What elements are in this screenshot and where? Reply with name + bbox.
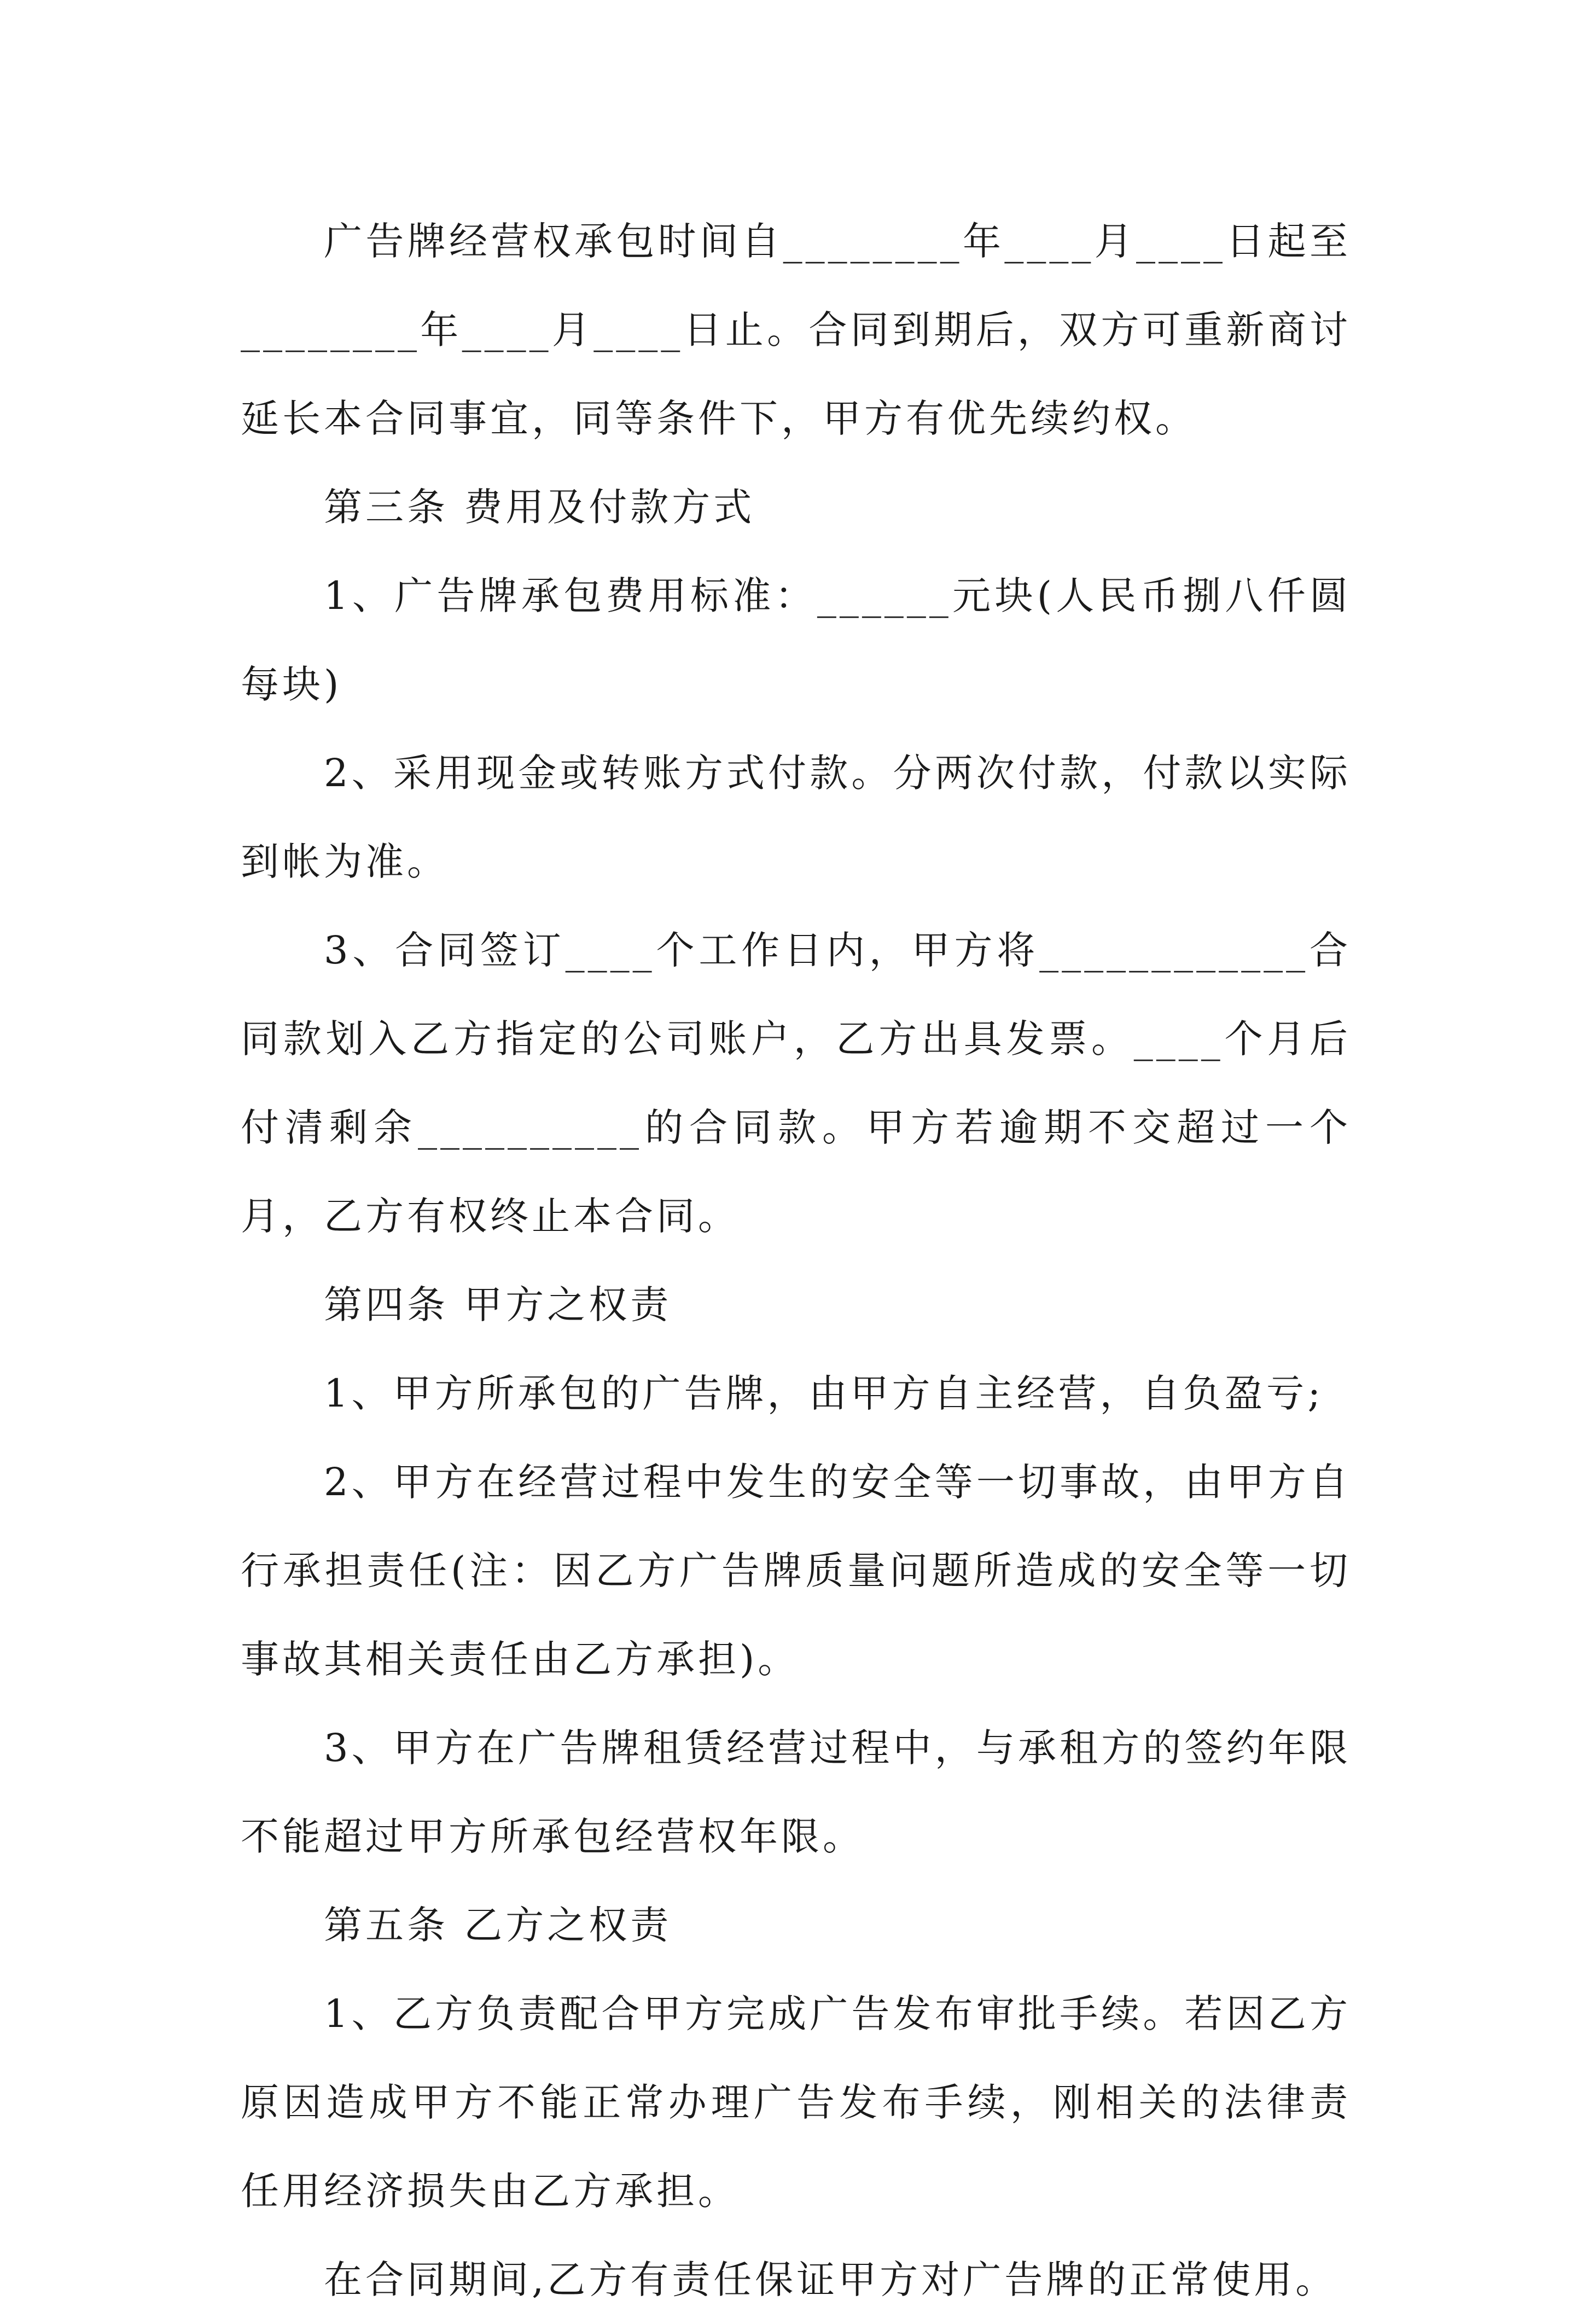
paragraph-contract-term: 广告牌经营权承包时间自________年____月____日起至________年____月____日止。合同到期后，双方可重新商讨延长本合同事宜，同等条件下，甲方有优先续约权。 [241,219,1351,441]
paragraph-party-b-approval: 1、乙方负责配合甲方完成广告发布审批手续。若因乙方原因造成甲方不能正常办理广告发布手续，刚相关的法律责任用经济损失由乙方承担。 [241,1991,1351,2213]
section-heading-article-5: 第五条 乙方之权责 [324,1903,672,1948]
section-heading-article-4: 第四条 甲方之权责 [324,1282,672,1327]
paragraph-party-a-safety: 2、甲方在经营过程中发生的安全等一切事故，由甲方自行承担责任(注：因乙方广告牌质量问题所造成的安全等一切事故其相关责任由乙方承担)。 [241,1460,1351,1682]
paragraph-payment-schedule: 3、合同签订____个工作日内，甲方将____________合同款划入乙方指定的公司账户，乙方出具发票。____个月后付清剩余__________的合同款。甲方若逾期不交超过一个月，乙方有权终止本合同。 [241,928,1351,1239]
section-heading-article-3: 第三条 费用及付款方式 [324,485,755,530]
document-body [241,197,1351,2324]
paragraph-fee-standard: 1、广告牌承包费用标准：______元块(人民币捌八仟圆每块) [241,573,1351,707]
paragraph-payment-method: 2、采用现金或转账方式付款。分两次付款，付款以实际到帐为准。 [241,751,1351,884]
paragraph-party-a-operation: 1、甲方所承包的广告牌，由甲方自主经营，自负盈亏; [324,1371,1324,1416]
paragraph-party-a-lease-term: 3、甲方在广告牌租赁经营过程中，与承租方的签约年限不能超过甲方所承包经营权年限。 [241,1725,1351,1859]
paragraph-party-b-guarantee: 在合同期间,乙方有责任保证甲方对广告牌的正常使用。 [324,2257,1337,2302]
